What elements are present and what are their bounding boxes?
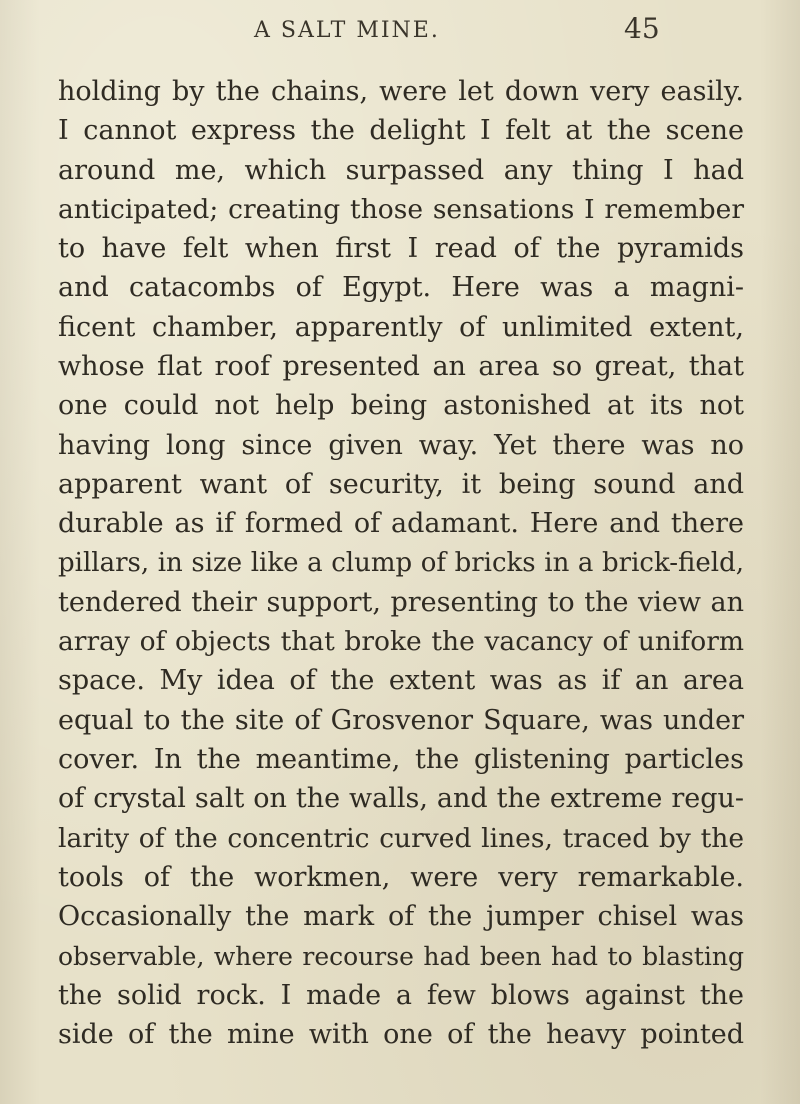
text-line: the solid rock. I made a few blows against the — [58, 979, 744, 1011]
text-line: apparent want of security, it being sound and — [58, 468, 744, 500]
text-line: anticipated; creating those sensations I remember — [58, 193, 744, 225]
text-line: tools of the workmen, were very remarkable. — [58, 861, 744, 893]
text-line: observable, where recourse had been had to blasting — [58, 941, 744, 971]
text-line: durable as if formed of adamant. Here and there — [58, 508, 744, 540]
text-line: whose flat roof presented an area so great, that — [58, 351, 744, 383]
text-line: pillars, in size like a clump of bricks in a brick-field, — [58, 547, 744, 578]
text-line: array of objects that broke the vacancy of uniform — [58, 626, 744, 658]
text-line: side of the mine with one of the heavy pointed — [58, 1019, 744, 1051]
text-line: larity of the concentric curved lines, traced by the — [58, 822, 744, 854]
text-line: space. My idea of the extent was as if an area — [58, 665, 744, 697]
text-line: of crystal salt on the walls, and the extreme regu- — [58, 783, 744, 815]
text-line: and catacombs of Egypt. Here was a magni- — [58, 272, 744, 304]
running-title: A SALT MINE. — [254, 18, 440, 43]
text-line: holding by the chains, were let down very easily. — [58, 76, 744, 107]
text-line: cover. In the meantime, the glistening particles — [58, 744, 744, 776]
text-line: having long since given way. Yet there was no — [58, 429, 744, 461]
body-text — [58, 72, 744, 1054]
text-line: around me, which surpassed any thing I had — [58, 154, 744, 186]
text-line: I cannot express the delight I felt at the scene — [58, 115, 744, 147]
text-line: ficent chamber, apparently of unlimited extent, — [58, 311, 744, 343]
text-line: one could not help being astonished at its not — [58, 390, 744, 422]
text-line: to have felt when first I read of the pyramids — [58, 233, 744, 265]
page-number: 45 — [624, 12, 660, 45]
text-line: equal to the site of Grosvenor Square, was under — [58, 704, 744, 736]
text-line: tendered their support, presenting to the view an — [58, 586, 744, 618]
text-line: Occasionally the mark of the jumper chisel was — [58, 901, 744, 933]
running-head — [0, 12, 800, 52]
